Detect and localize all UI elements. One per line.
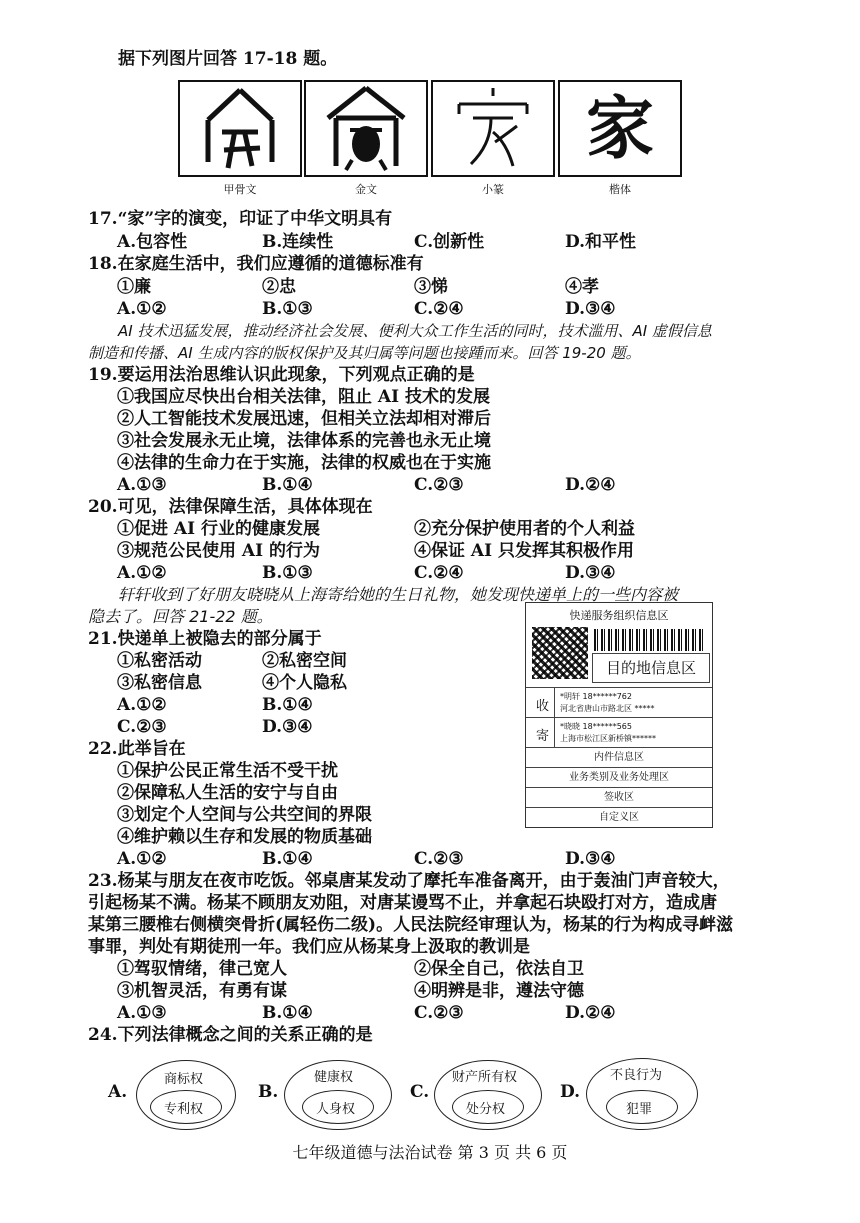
- glyph-caption: 金文: [355, 183, 377, 196]
- small-seal-glyph-image: [431, 80, 555, 177]
- express-slip-image: [525, 602, 713, 828]
- q20-item: ②充分保护使用者的个人利益: [414, 519, 635, 539]
- q19-item: ③社会发展永无止境，法律体系的完善也永无止境: [117, 431, 491, 451]
- q17-option-c[interactable]: C.创新性: [414, 232, 485, 252]
- glyph-caption: 楷体: [609, 183, 631, 196]
- q21-item: ②私密空间: [262, 651, 347, 671]
- q24-d-outer: 不良行为: [610, 1068, 663, 1083]
- intro-17-18: 据下列图片回答 17-18 题。: [118, 49, 338, 69]
- q21-option-b[interactable]: B.①④: [262, 695, 313, 715]
- q21-option-d[interactable]: D.③④: [262, 717, 313, 737]
- q18-option-d[interactable]: D.③④: [565, 299, 616, 319]
- q24-option-d-letter[interactable]: D.: [560, 1082, 581, 1102]
- q21-stem: 21.快递单上被隐去的部分属于: [88, 629, 322, 649]
- material-21-22-line: 轩轩收到了好朋友晓晓从上海寄给她的生日礼物，她发现快递单上的一些内容被: [118, 585, 679, 604]
- q17-option-b[interactable]: B.连续性: [262, 232, 334, 252]
- q23-stem-line: 事罪，判处有期徒刑一年。我们应从杨某身上汲取的教训是: [88, 937, 530, 957]
- q24-c-inner: 处分权: [466, 1102, 506, 1117]
- q20-stem: 20.可见，法律保障生活，具体体现在: [88, 497, 373, 517]
- q18-item: ④孝: [565, 277, 599, 297]
- q23-option-c[interactable]: C.②③: [414, 1003, 464, 1023]
- q19-option-b[interactable]: B.①④: [262, 475, 313, 495]
- q22-item: ③划定个人空间与公共空间的界限: [117, 805, 372, 825]
- page-footer: 七年级道德与法治试卷 第 3 页 共 6 页: [292, 1143, 568, 1162]
- slip-row: 内件信息区: [526, 747, 712, 768]
- q19-option-c[interactable]: C.②③: [414, 475, 464, 495]
- slip-send-line: 上海市松江区新桥镇******: [560, 734, 656, 743]
- q22-stem: 22.此举旨在: [88, 739, 186, 759]
- q22-option-b[interactable]: B.①④: [262, 849, 313, 869]
- q19-option-a[interactable]: A.①③: [117, 475, 167, 495]
- qr-code-icon: [532, 627, 588, 679]
- q20-item: ①促进 AI 行业的健康发展: [117, 519, 320, 539]
- q22-option-d[interactable]: D.③④: [565, 849, 616, 869]
- regular-script-char: 家: [585, 89, 654, 169]
- q23-option-b[interactable]: B.①④: [262, 1003, 313, 1023]
- oracle-bone-glyph-image: [178, 80, 302, 177]
- q19-option-d[interactable]: D.②④: [565, 475, 616, 495]
- q19-item: ④法律的生命力在于实施，法律的权威也在于实施: [117, 453, 491, 473]
- q20-item: ③规范公民使用 AI 的行为: [117, 541, 320, 561]
- q20-option-b[interactable]: B.①③: [262, 563, 313, 583]
- q22-item: ①保护公民正常生活不受干扰: [117, 761, 338, 781]
- q22-item: ②保障私人生活的安宁与自由: [117, 783, 338, 803]
- q24-a-inner: 专利权: [164, 1102, 204, 1117]
- q19-item: ②人工智能技术发展迅速，但相关立法却相对滞后: [117, 409, 491, 429]
- q21-item: ④个人隐私: [262, 673, 347, 693]
- q24-option-c-letter[interactable]: C.: [410, 1082, 430, 1102]
- barcode-icon: [594, 629, 706, 651]
- slip-destination: 目的地信息区: [592, 653, 710, 683]
- bronze-glyph-image: [304, 80, 428, 177]
- slip-send-line: *晓晓 18******565: [560, 722, 632, 731]
- q23-item: ④明辨是非，遵法守德: [414, 981, 584, 1001]
- slip-row: 签收区: [526, 787, 712, 808]
- slip-row: 自定义区: [526, 807, 712, 828]
- q24-diagram-a: [136, 1060, 236, 1130]
- slip-row: 业务类别及业务处理区: [526, 767, 712, 788]
- material-19-20-line: AI 技术迅猛发展，推动经济社会发展、便利大众工作生活的同时，技术滥用、AI 虚假信息: [118, 322, 712, 340]
- q24-b-outer: 健康权: [314, 1070, 354, 1085]
- q20-option-d[interactable]: D.③④: [565, 563, 616, 583]
- q20-item: ④保证 AI 只发挥其积极作用: [414, 541, 634, 561]
- q18-option-b[interactable]: B.①③: [262, 299, 313, 319]
- q21-item: ③私密信息: [117, 673, 202, 693]
- q24-diagram-b: [284, 1060, 392, 1130]
- q21-option-a[interactable]: A.①②: [117, 695, 167, 715]
- q23-stem-line: 23.杨某与朋友在夜市吃饭。邻桌唐某发动了摩托车准备离开，由于轰油门声音较大，: [88, 871, 730, 891]
- q18-item: ①廉: [117, 277, 151, 297]
- q18-option-c[interactable]: C.②④: [414, 299, 464, 319]
- q24-c-outer: 财产所有权: [452, 1070, 518, 1085]
- slip-recv-line: *明轩 18******762: [560, 692, 632, 701]
- q24-b-inner: 人身权: [316, 1102, 356, 1117]
- material-19-20-line: 制造和传播、AI 生成内容的版权保护及其归属等问题也接踵而来。回答 19-20 题。: [88, 344, 641, 362]
- q17-option-d[interactable]: D.和平性: [565, 232, 637, 252]
- q18-item: ②忠: [262, 277, 296, 297]
- q23-stem-line: 某第三腰椎右侧横突骨折(属轻伤二级)。人民法院经审理认为，杨某的行为构成寻衅滋: [88, 915, 734, 935]
- q23-item: ①驾驭情绪，律己宽人: [117, 959, 287, 979]
- q24-option-a-letter[interactable]: A.: [108, 1082, 128, 1102]
- q21-option-c[interactable]: C.②③: [117, 717, 167, 737]
- q24-a-outer: 商标权: [164, 1072, 204, 1087]
- glyph-caption: 甲骨文: [223, 183, 257, 196]
- slip-header: 快递服务组织信息区: [569, 609, 669, 622]
- slip-recv-label: 收: [536, 699, 550, 714]
- q23-option-a[interactable]: A.①③: [117, 1003, 167, 1023]
- q18-item: ③悌: [414, 277, 448, 297]
- q24-diagram-c: [434, 1060, 542, 1130]
- q24-d-inner: 犯罪: [626, 1102, 653, 1117]
- q20-option-c[interactable]: C.②④: [414, 563, 464, 583]
- q23-item: ②保全自己，依法自卫: [414, 959, 584, 979]
- q24-stem: 24.下列法律概念之间的关系正确的是: [88, 1025, 373, 1045]
- q23-stem-line: 引起杨某不满。杨某不顾朋友劝阻，对唐某谩骂不止，并拿起石块殴打对方，造成唐: [88, 893, 717, 913]
- q22-item: ④维护赖以生存和发展的物质基础: [117, 827, 372, 847]
- q22-option-a[interactable]: A.①②: [117, 849, 167, 869]
- q18-stem: 18.在家庭生活中，我们应遵循的道德标准有: [88, 254, 424, 274]
- q23-item: ③机智灵活，有勇有谋: [117, 981, 287, 1001]
- q17-option-a[interactable]: A.包容性: [117, 232, 188, 252]
- q24-option-b-letter[interactable]: B.: [258, 1082, 279, 1102]
- q20-option-a[interactable]: A.①②: [117, 563, 167, 583]
- regular-script-glyph: [558, 80, 682, 177]
- q19-stem: 19.要运用法治思维认识此现象，下列观点正确的是: [88, 365, 475, 385]
- q24-diagram-d: [586, 1058, 698, 1130]
- q19-item: ①我国应尽快出台相关法律，阻止 AI 技术的发展: [117, 387, 490, 407]
- q17-stem: 17.“家”字的演变，印证了中华文明具有: [88, 209, 393, 229]
- material-21-22-line: 隐去了。回答 21-22 题。: [88, 607, 273, 626]
- slip-send-label: 寄: [536, 729, 550, 744]
- q22-option-c[interactable]: C.②③: [414, 849, 464, 869]
- q23-option-d[interactable]: D.②④: [565, 1003, 616, 1023]
- q21-item: ①私密活动: [117, 651, 202, 671]
- glyph-caption: 小篆: [482, 183, 504, 196]
- q18-option-a[interactable]: A.①②: [117, 299, 167, 319]
- slip-recv-line: 河北省唐山市路北区 *****: [560, 704, 655, 713]
